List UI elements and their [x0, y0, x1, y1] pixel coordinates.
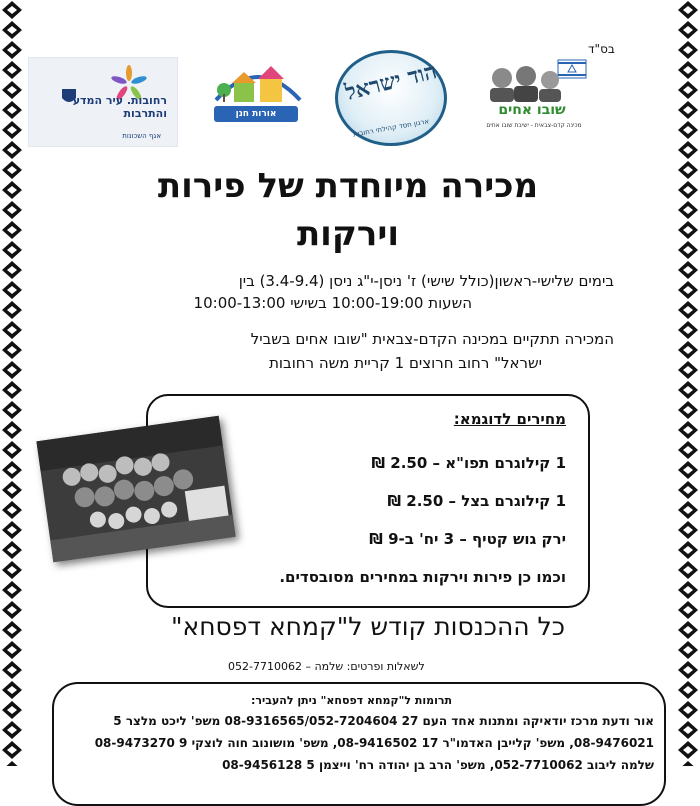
rehovot-city-logo — [28, 57, 178, 147]
decorative-border-right — [676, 0, 700, 766]
sale-location-line-2: ישראל" רחוב חרוצים 1 קריית משה רחובות — [269, 354, 542, 372]
sale-location-line-1: המכירה תתקיים במכינה הקדם-צבאית "שובו אחים בשביל — [250, 330, 614, 348]
flyer-page — [28, 0, 672, 772]
portraits-and-flag-icon — [480, 58, 590, 104]
hod-subtitle: ארגון חסד קהילתי רחובות — [352, 117, 430, 139]
donation-line: שלמה ליבוב 052-7710062, משפ' הרב בן יהודה רח' וייצמן 5 08-9456128 — [222, 758, 654, 772]
sale-hours: השעות 10:00-19:00 בשישי 10:00-13:00 — [193, 294, 472, 312]
price-item: וכמו כן פירות וירקות במחירים מסובסדים. — [279, 568, 566, 586]
orot-name: אורות חנן — [214, 106, 298, 122]
houses-icon — [208, 60, 308, 110]
bsd-header: בס"ד — [588, 42, 615, 56]
shuvu-subtitle: מכינה קדם-צבאית - ישיבת שובו אחים — [486, 122, 582, 129]
city-subtitle: אגף השכונות — [122, 132, 161, 140]
city-name: רחובות. עיר המדע והתרבות — [72, 94, 167, 120]
shuvu-name: שובו אחים — [498, 102, 566, 118]
produce-photo — [36, 416, 235, 562]
hod-israel-logo — [331, 48, 449, 148]
page-title-line-1: מכירה מיוחדת של פירות — [157, 166, 539, 206]
page-title-line-2: וירקות — [296, 214, 400, 254]
donation-line: 08-9476021, משפ' קלייבן האדמו"ר 17 08-9416502, משפ' מושונוב חוה לוצקי 9 08-9473270 — [94, 736, 654, 750]
orot-hanan-logo — [208, 60, 308, 142]
donation-line: אור ודעת מרכז יודאיקה ומתנות אחד העם 27 08-9316565/052-7204604 משפ' ליכט מלצר 5 — [113, 714, 654, 728]
donation-title: תרומות ל"קמחא דפסחא" ניתן להעביר: — [251, 694, 452, 707]
hod-name: הוד ישראל — [342, 58, 440, 106]
price-item: ירק גוש קטיף – 3 יח' ב-9 ₪ — [369, 530, 566, 548]
decorative-border-left — [0, 0, 24, 766]
shuvu-achim-logo — [480, 58, 590, 140]
produce-image — [36, 416, 235, 562]
price-item: 1 קילוגרם בצל – 2.50 ₪ — [387, 492, 566, 510]
proceeds-statement: כל ההכנסות קודש ל"קמחא דפסחא" — [171, 612, 565, 641]
donation-box — [52, 682, 666, 806]
price-item: 1 קילוגרם תפו"א – 2.50 ₪ — [371, 454, 566, 472]
sale-dates: בימים שלישי-ראשון(כולל שישי) ז' ניסן-י"ג ניסן (3.4-9.4) בין — [238, 272, 614, 290]
price-list-heading: מחירים לדוגמא: — [453, 410, 566, 428]
contact-info: לשאלות ופרטים: שלמה – 052-7710062 — [228, 660, 425, 673]
